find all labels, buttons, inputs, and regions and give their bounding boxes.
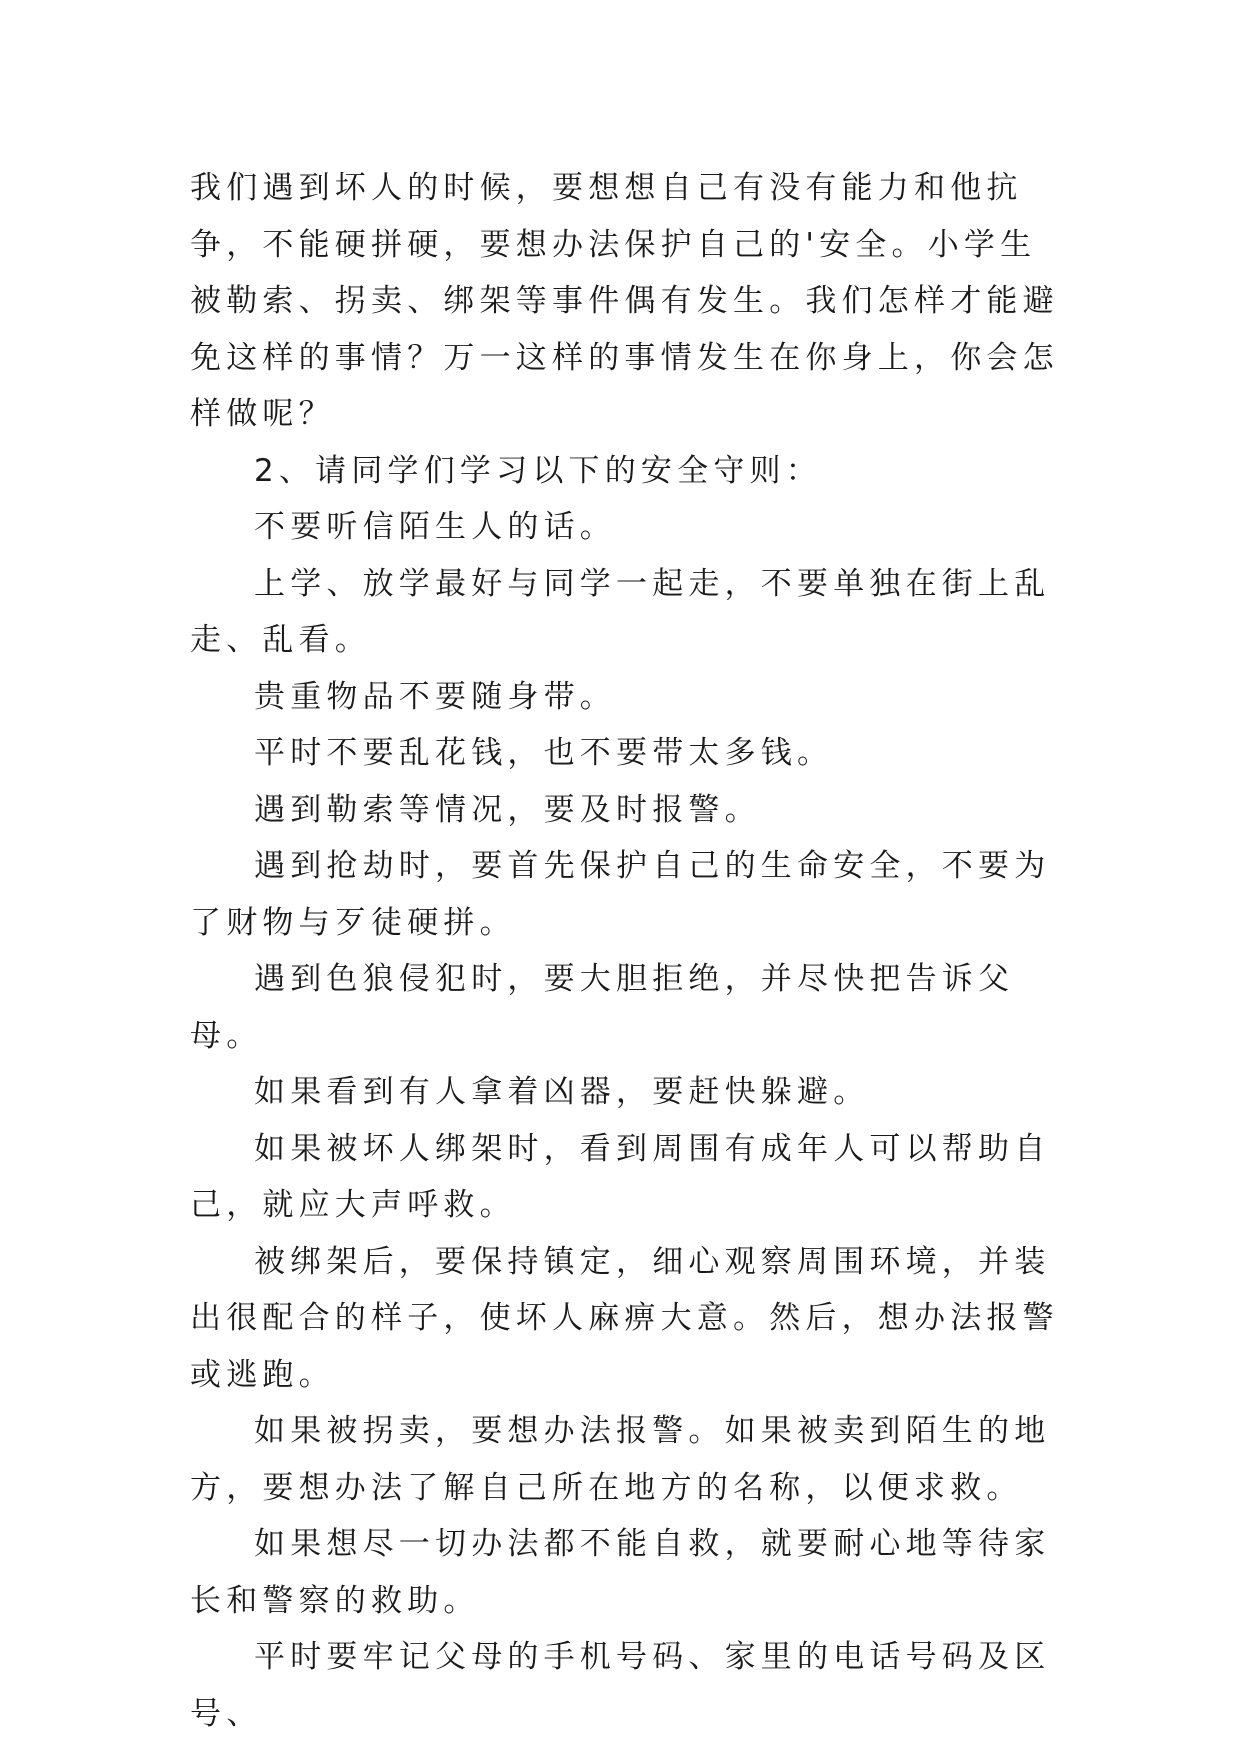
paragraph: 如果被坏人绑架时，看到周围有成年人可以帮助自己，就应大声呼救。 <box>190 1130 1051 1223</box>
paragraph: 平时不要乱花钱，也不要带太多钱。 <box>254 735 834 771</box>
paragraph: 遇到抢劫时，要首先保护自己的生命安全，不要为了财物与歹徒硬拼。 <box>190 848 1051 941</box>
paragraph: 2、请同学们学习以下的安全守则： <box>254 452 822 489</box>
paragraph: 遇到勒索等情况，要及时报警。 <box>254 791 761 828</box>
paragraph: 如果被拐卖，要想办法报警。如果被卖到陌生的地方，要想办法了解自己所在地方的名称，以便求救。 <box>190 1413 1051 1506</box>
paragraph: 我们遇到坏人的时候，要想想自己有没有能力和他抗争，不能硬拼硬，要想办法保护自己的'安全。小学生被勒索、拐卖、绑架等事件偶有发生。我们怎样才能避免这样的事情？万一这样的事情发生在你身上，你会怎样做呢？ <box>190 170 1059 432</box>
paragraph: 被绑架后，要保持镇定，细心观察周围环境，并装出很配合的样子，使坏人麻痹大意。然后，想办法报警或逃跑。 <box>190 1243 1059 1393</box>
paragraph: 如果看到有人拿着凶器，要赶快躲避。 <box>254 1074 870 1110</box>
paragraph: 上学、放学最好与同学一起走，不要单独在街上乱走、乱看。 <box>190 565 1051 658</box>
paragraph: 如果想尽一切办法都不能自救，就要耐心地等待家长和警察的救助。 <box>190 1526 1051 1619</box>
document-body <box>190 160 1070 1742</box>
paragraph: 不要听信陌生人的话。 <box>254 509 616 545</box>
paragraph: 平时要牢记父母的手机号码、家里的电话号码及区号、 <box>190 1639 1051 1732</box>
paragraph: 贵重物品不要随身带。 <box>254 678 616 715</box>
paragraph: 遇到色狼侵犯时，要大胆拒绝，并尽快把告诉父母。 <box>190 961 1015 1054</box>
